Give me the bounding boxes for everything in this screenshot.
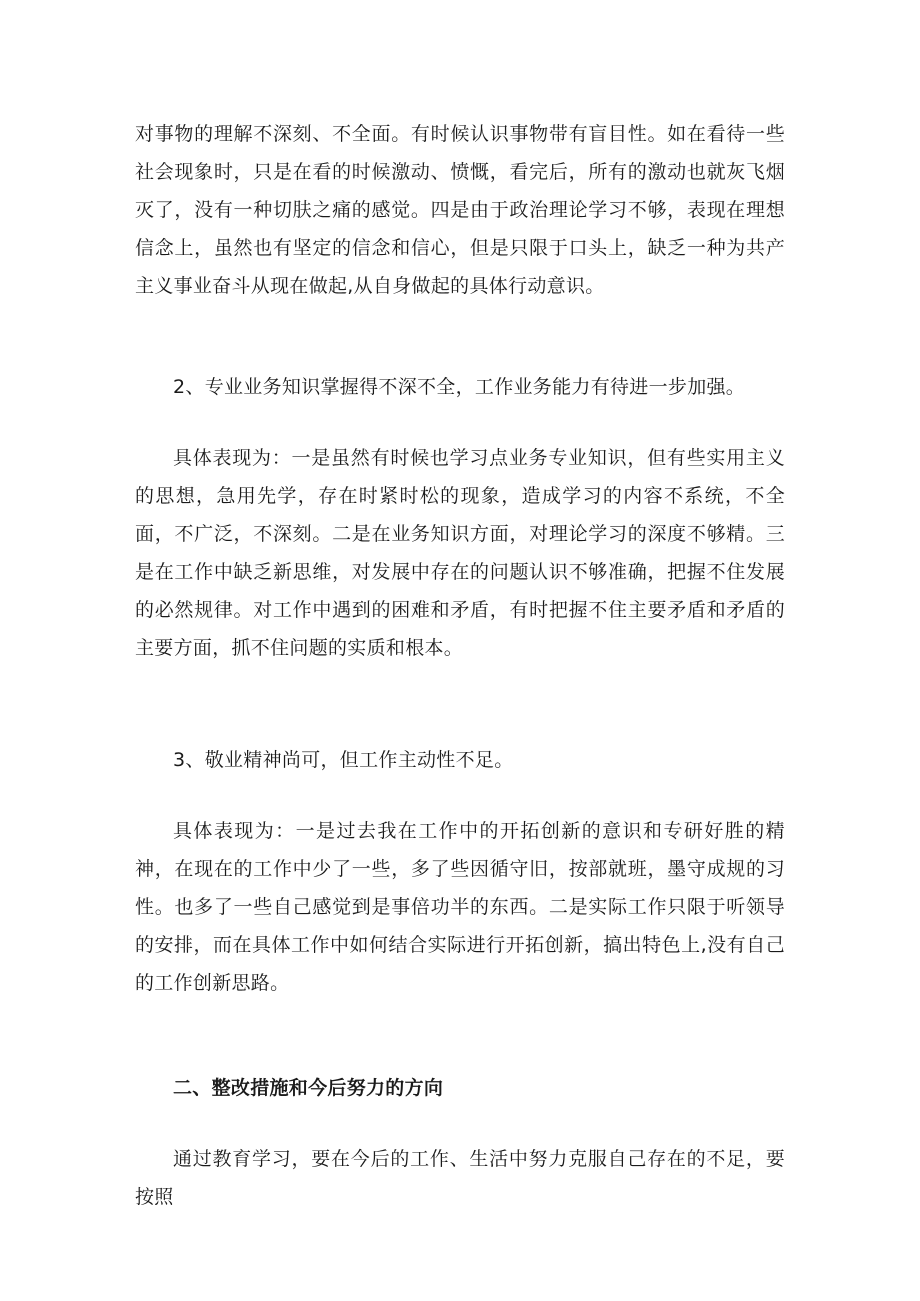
section-item-3-title: 3、敬业精神尚可，但工作主动性不足。	[173, 749, 514, 771]
paragraph-item-3-details: 具体表现为：一是过去我在工作中的开拓创新的意识和专研好胜的精神，在现在的工作中少了一些，多了些因循守旧，按部就班，墨守成规的习性。也多了一些自己感觉到是事倍功半的东西。二是实际工作只限于听领导的安排，而在具体工作中如何结合实际进行开拓创新，搞出特色上,没有自己的工作创新思路。	[135, 820, 785, 994]
paragraph-item-2-details: 具体表现为：一是虽然有时候也学习点业务专业知识，但有些实用主义的思想，急用先学，存在时紧时松的现象，造成学习的内容不系统，不全面，不广泛，不深刻。二是在业务知识方面，对理论学习的深度不够精。三是在工作中缺乏新思维，对发展中存在的问题认识不够准确，把握不住发展的必然规律。对工作中遇到的困难和矛盾，有时把握不住主要矛盾和矛盾的主要方面，抓不住问题的实质和根本。	[135, 447, 785, 659]
section-heading-2: 二、整改措施和今后努力的方向	[173, 1077, 444, 1099]
paragraph-continuation: 对事物的理解不深刻、不全面。有时候认识事物带有盲目性。如在看待一些社会现象时，只是在看的时候激动、愤慨，看完后，所有的激动也就灰飞烟灭了，没有一种切肤之痛的感觉。四是由于政治理论学习不够，表现在理想信念上，虽然也有坚定的信念和信心，但是只限于口头上，缺乏一种为共产主义事业奋斗从现在做起,从自身做起的具体行动意识。	[135, 123, 785, 297]
section-item-2-title: 2、专业业务知识掌握得不深不全，工作业务能力有待进一步加强。	[173, 376, 746, 398]
paragraph-rectification: 通过教育学习，要在今后的工作、生活中努力克服自己存在的不足，要按照	[135, 1148, 785, 1208]
